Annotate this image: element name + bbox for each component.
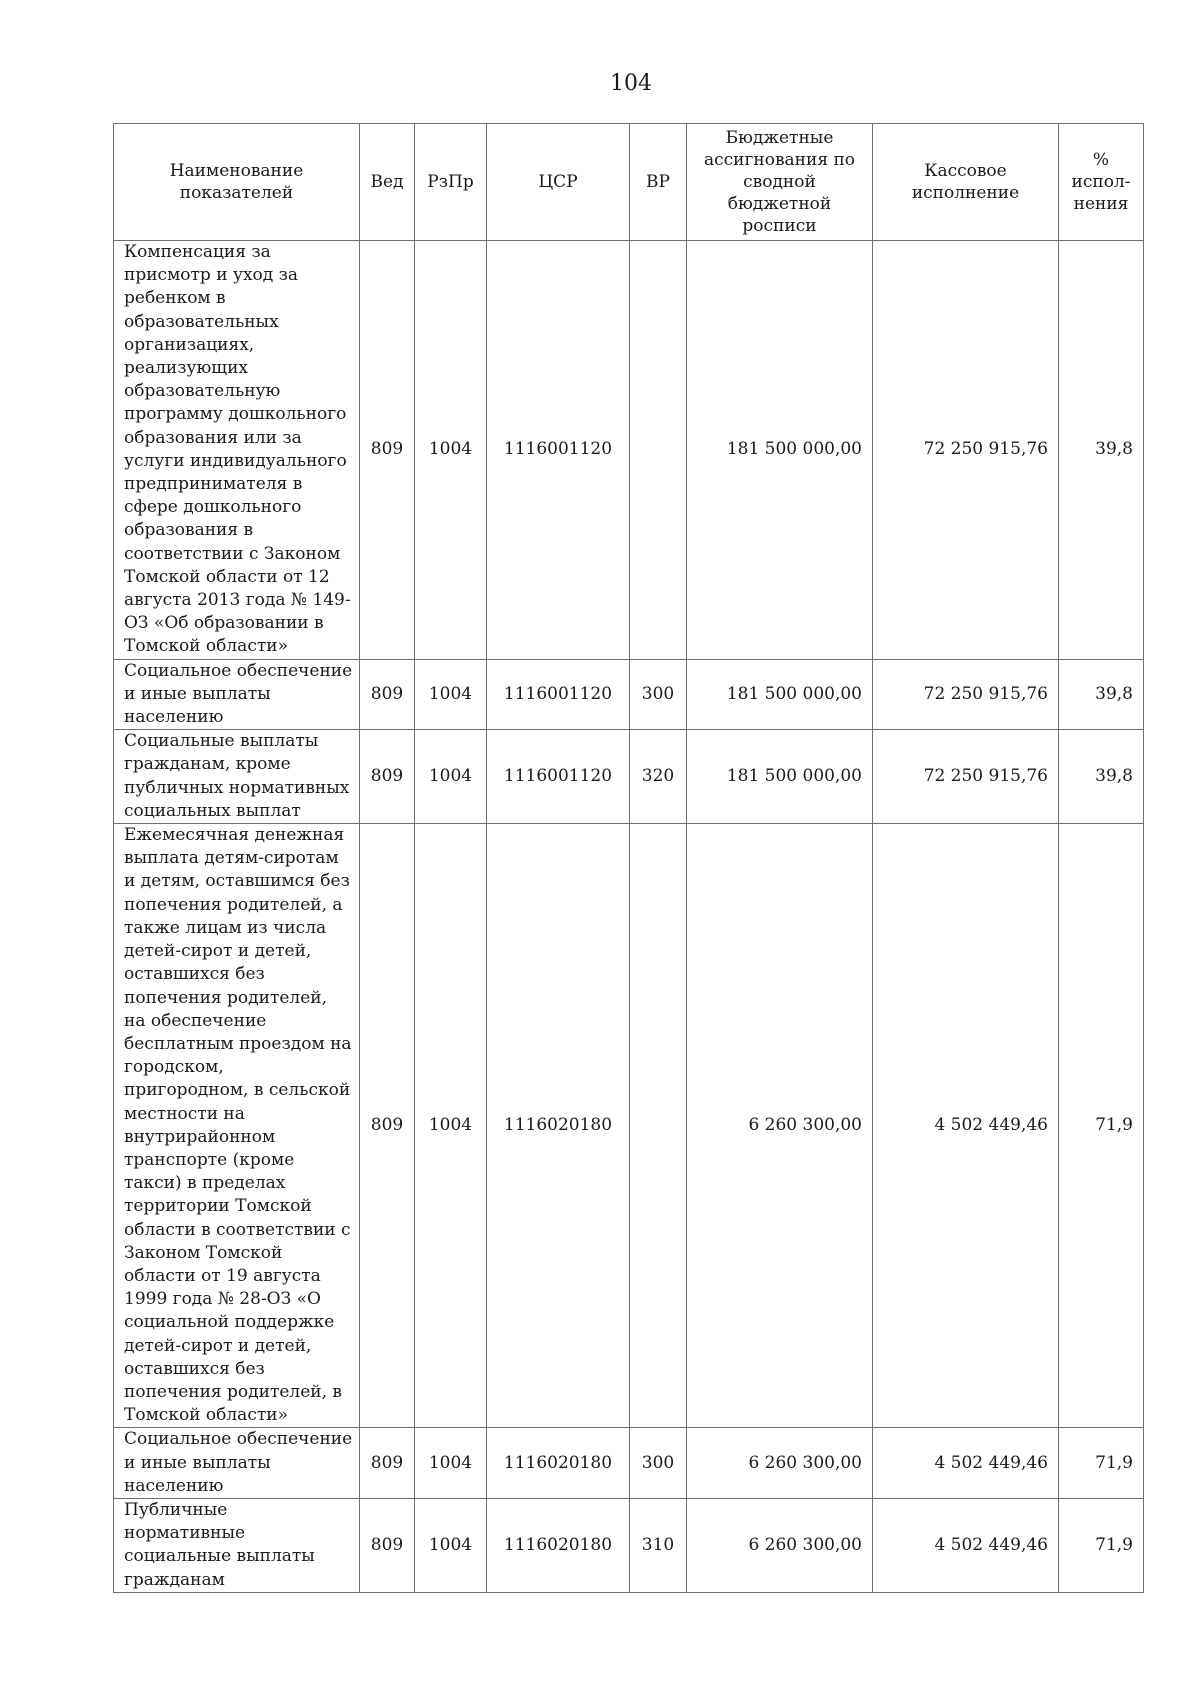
header-name: Наименование показателей <box>114 124 360 241</box>
header-vr: ВР <box>630 124 687 241</box>
cell-name: Ежемесячная денежная выплата детям-сиротам и детям, оставшимся без попечения родителей, а также лицам из числа детей-сирот и детей, оставшихся без попечения родителей, на обеспечение бесплатным проездом на городском, пригородном, в сельской местности на внутрирайонном транспорте (кроме такси) в пределах территории Томской области в соответствии с Законом Томской области от 19 августа 1999 года № 28-ОЗ «О социальной поддержке детей-сирот и детей, оставшихся без попечения родителей, в Томской области» <box>114 824 360 1428</box>
cell-cash-execution: 72 250 915,76 <box>873 241 1059 660</box>
header-cash-execution: Кассовое исполнение <box>873 124 1059 241</box>
cell-ved: 809 <box>360 1498 415 1592</box>
cell-name: Социальные выплаты гражданам, кроме публичных нормативных социальных выплат <box>114 730 360 824</box>
cell-assignments: 181 500 000,00 <box>687 730 873 824</box>
table-row <box>114 659 1144 730</box>
cell-rzpr: 1004 <box>415 659 487 730</box>
cell-vr <box>630 241 687 660</box>
cell-name: Социальное обеспечение и иные выплаты населению <box>114 659 360 730</box>
cell-assignments: 181 500 000,00 <box>687 241 873 660</box>
cell-percent: 39,8 <box>1059 241 1144 660</box>
cell-ved: 809 <box>360 241 415 660</box>
cell-name: Компенсация за присмотр и уход за ребенком в образовательных организациях, реализующих образовательную программу дошкольного образования или за услуги индивидуального предпринимателя в сфере дошкольного образования в соответствии с Законом Томской области от 12 августа 2013 года № 149-ОЗ «Об образовании в Томской области» <box>114 241 360 660</box>
cell-percent: 71,9 <box>1059 824 1144 1428</box>
cell-percent: 39,8 <box>1059 730 1144 824</box>
header-percent: % испол-нения <box>1059 124 1144 241</box>
cell-rzpr: 1004 <box>415 241 487 660</box>
page-number: 104 <box>610 71 652 96</box>
table-row <box>114 1498 1144 1592</box>
table-row <box>114 824 1144 1428</box>
cell-ved: 809 <box>360 824 415 1428</box>
cell-percent: 71,9 <box>1059 1498 1144 1592</box>
cell-rzpr: 1004 <box>415 1498 487 1592</box>
cell-csr: 1116001120 <box>487 659 630 730</box>
cell-cash-execution: 72 250 915,76 <box>873 730 1059 824</box>
header-ved: Вед <box>360 124 415 241</box>
cell-csr: 1116020180 <box>487 824 630 1428</box>
cell-vr: 310 <box>630 1498 687 1592</box>
cell-rzpr: 1004 <box>415 824 487 1428</box>
cell-rzpr: 1004 <box>415 730 487 824</box>
cell-assignments: 6 260 300,00 <box>687 1498 873 1592</box>
table-row <box>114 1428 1144 1499</box>
table-row <box>114 241 1144 660</box>
cell-rzpr: 1004 <box>415 1428 487 1499</box>
cell-ved: 809 <box>360 730 415 824</box>
cell-assignments: 6 260 300,00 <box>687 824 873 1428</box>
cell-cash-execution: 4 502 449,46 <box>873 1428 1059 1499</box>
cell-cash-execution: 72 250 915,76 <box>873 659 1059 730</box>
cell-csr: 1116001120 <box>487 241 630 660</box>
header-rzpr: РзПр <box>415 124 487 241</box>
header-csr: ЦСР <box>487 124 630 241</box>
cell-csr: 1116020180 <box>487 1428 630 1499</box>
cell-csr: 1116020180 <box>487 1498 630 1592</box>
cell-percent: 39,8 <box>1059 659 1144 730</box>
cell-assignments: 181 500 000,00 <box>687 659 873 730</box>
cell-vr: 300 <box>630 1428 687 1499</box>
header-assignments: Бюджетные ассигнования по сводной бюджетной росписи <box>687 124 873 241</box>
cell-ved: 809 <box>360 659 415 730</box>
cell-name: Публичные нормативные социальные выплаты гражданам <box>114 1498 360 1592</box>
cell-name: Социальное обеспечение и иные выплаты населению <box>114 1428 360 1499</box>
cell-csr: 1116001120 <box>487 730 630 824</box>
cell-vr: 300 <box>630 659 687 730</box>
budget-table <box>113 123 1144 1593</box>
cell-cash-execution: 4 502 449,46 <box>873 824 1059 1428</box>
cell-percent: 71,9 <box>1059 1428 1144 1499</box>
cell-ved: 809 <box>360 1428 415 1499</box>
cell-vr: 320 <box>630 730 687 824</box>
cell-cash-execution: 4 502 449,46 <box>873 1498 1059 1592</box>
table-row <box>114 730 1144 824</box>
cell-vr <box>630 824 687 1428</box>
table-header-row <box>114 124 1144 241</box>
cell-assignments: 6 260 300,00 <box>687 1428 873 1499</box>
